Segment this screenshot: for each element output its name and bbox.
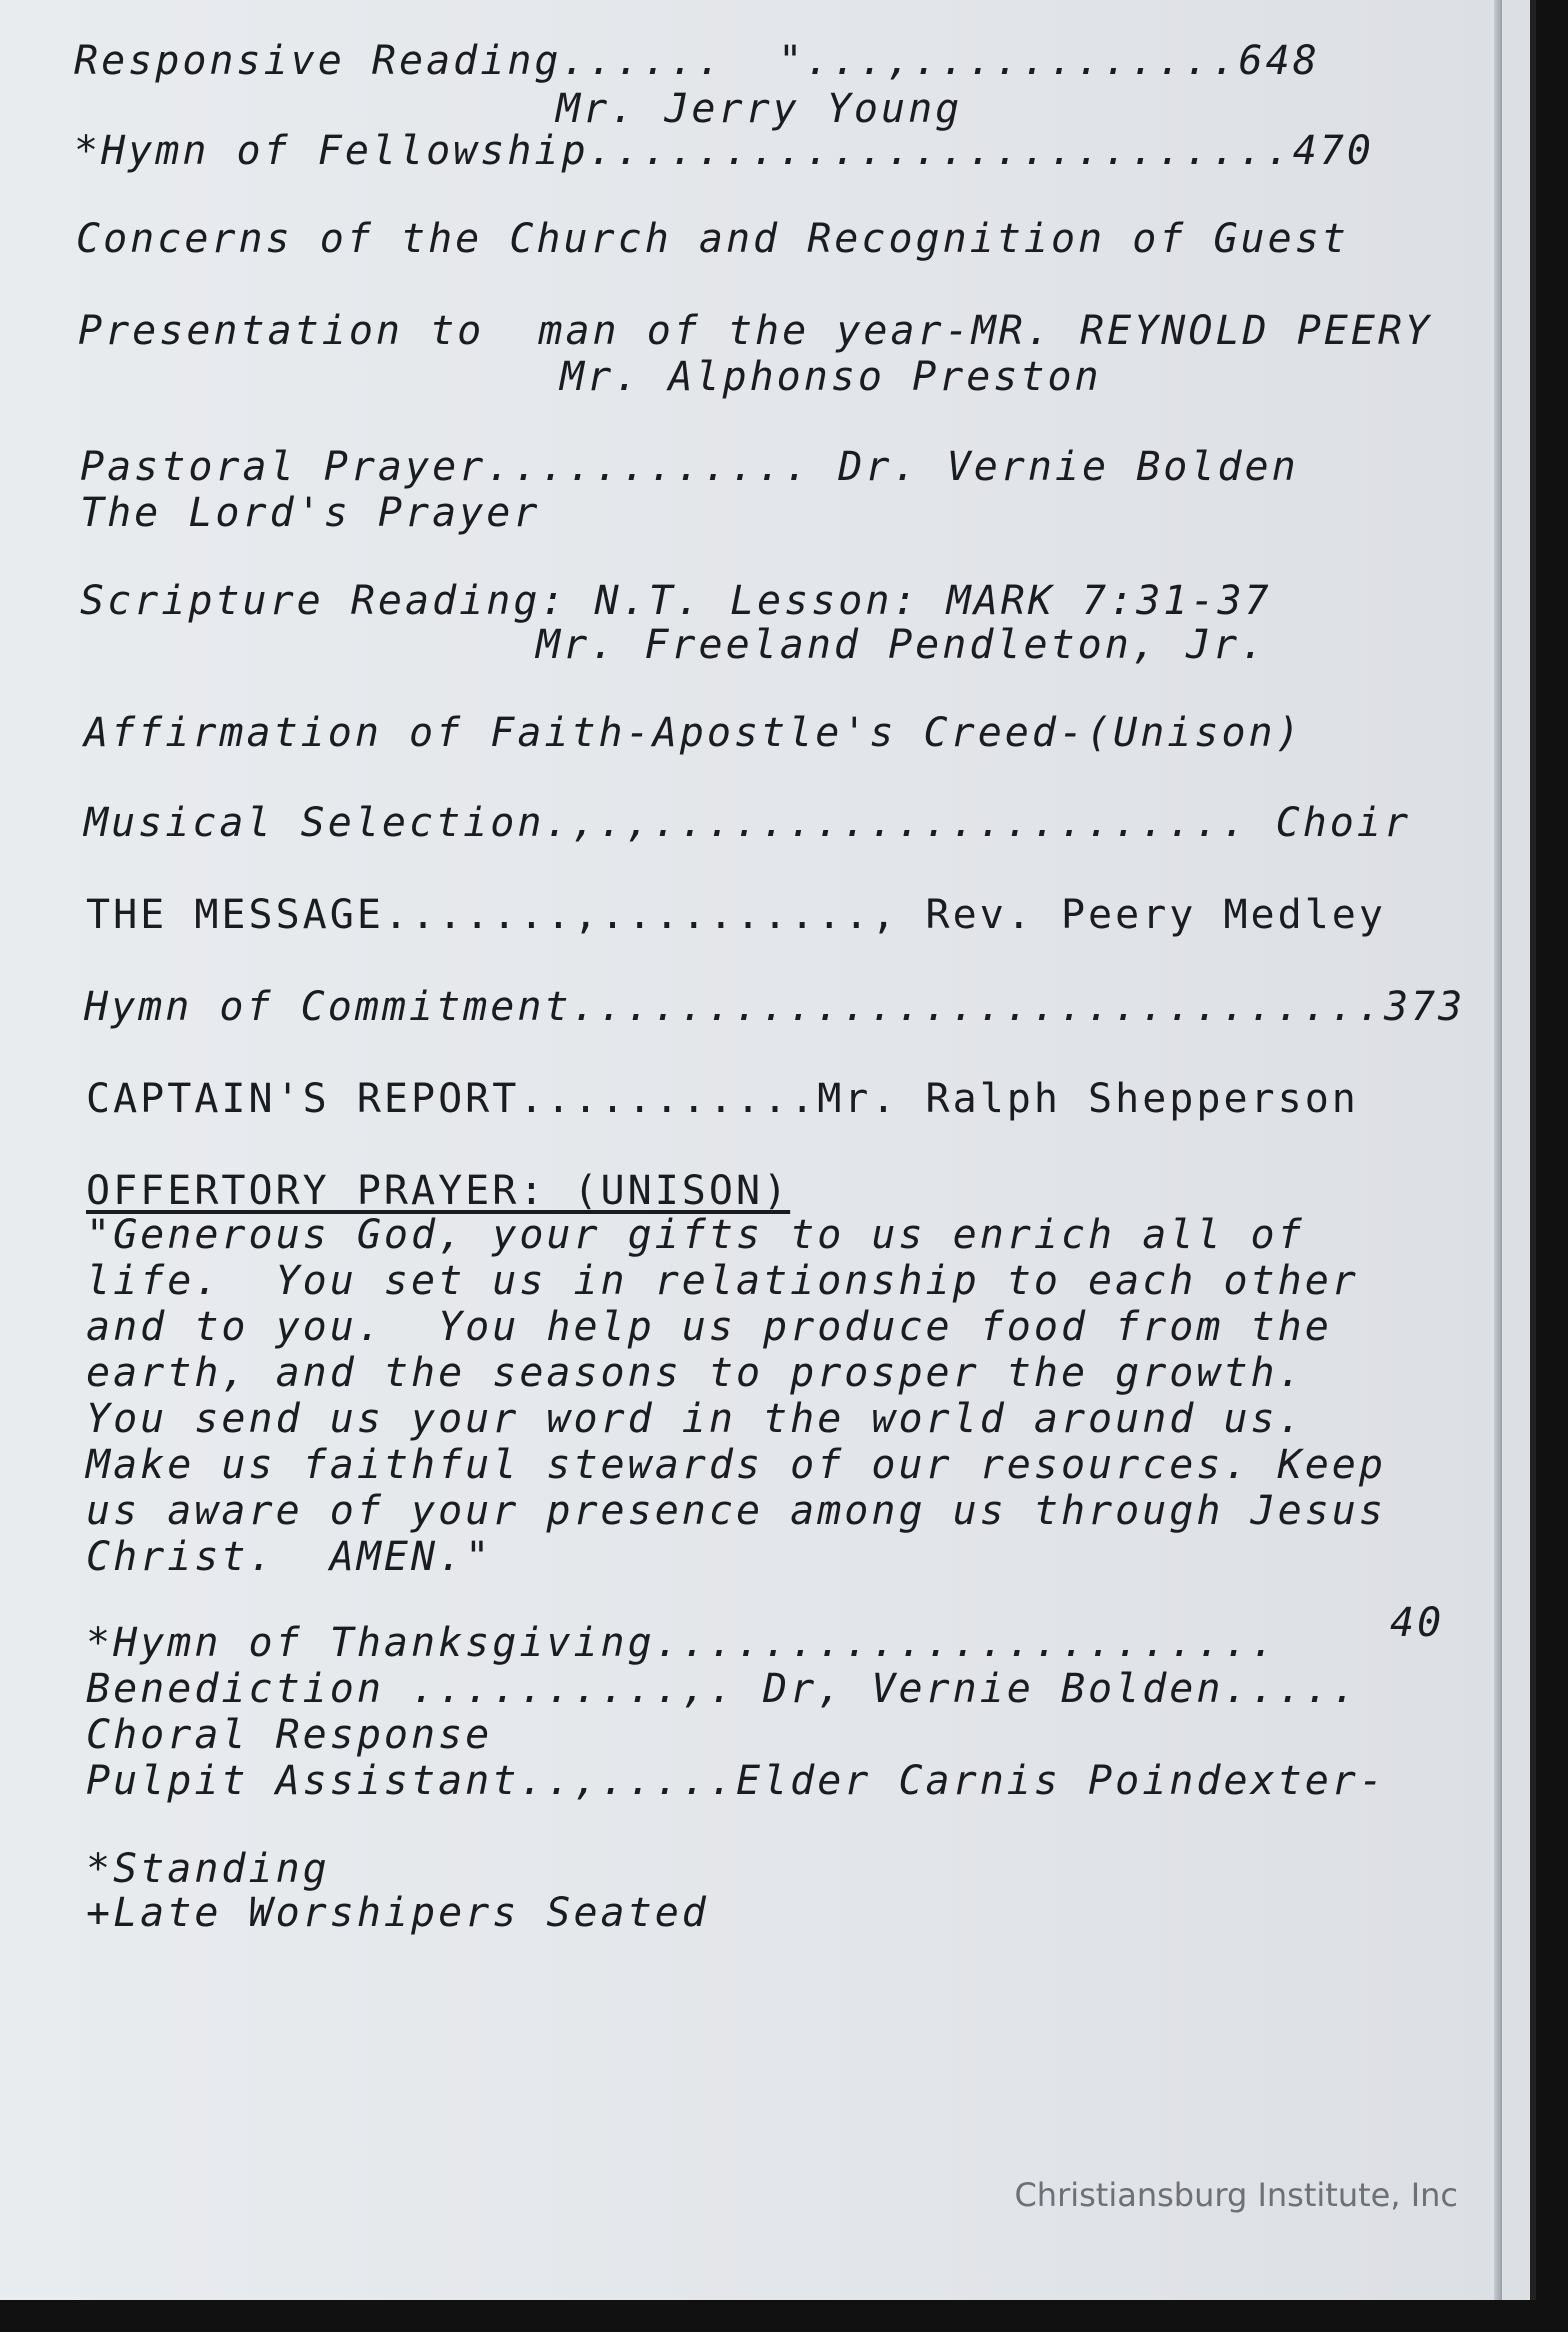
offertory-prayer-text-8: Christ. AMEN." [86,1534,493,1580]
affirmation-line: Affirmation of Faith-Apostle's Creed-(Unison) [84,710,1303,756]
lords-prayer-line: The Lord's Prayer [80,490,541,536]
offertory-prayer-text-4: earth, and the seasons to prosper the growth. [86,1350,1305,1396]
hymn-of-fellowship-line: *Hymn of Fellowship..........................470 [74,128,1374,174]
pulpit-assistant-line: Pulpit Assistant..,.....Elder Carnis Poindexter- [86,1758,1386,1804]
pastoral-prayer-line: Pastoral Prayer............ Dr. Vernie Bolden [80,444,1299,490]
scripture-reading-line: Scripture Reading: N.T. Lesson: MARK 7:31-37 [80,578,1272,624]
responsive-reading-leader: Mr. Jerry Young [556,86,963,132]
hymn-of-commitment-line: Hymn of Commitment..............................373 [84,984,1466,1030]
hymn-of-thanksgiving-number: 40 [1390,1600,1445,1646]
message-line: THE MESSAGE.......,.........., Rev. Peery Medley [86,892,1386,938]
presentation-presenter: Mr. Alphonso Preston [560,354,1102,400]
hymn-of-thanksgiving-line: *Hymn of Thanksgiving....................... [86,1620,1278,1666]
watermark: Christiansburg Institute, Inc [1014,2176,1458,2214]
standing-note: *Standing [86,1846,330,1892]
offertory-prayer-text-6: Make us faithful stewards of our resources. Keep [86,1442,1386,1488]
responsive-reading-line: Responsive Reading...... "...,............648 [74,38,1320,84]
benediction-line: Benediction ..........,. Dr, Vernie Bolden..... [86,1666,1359,1712]
choral-response-line: Choral Response [86,1712,493,1758]
offertory-prayer-text-1: "Generous God, your gifts to us enrich all of [86,1212,1305,1258]
offertory-prayer-heading: OFFERTORY PRAYER: (UNISON) [86,1168,791,1214]
scripture-reader: Mr. Freeland Pendleton, Jr. [536,622,1268,668]
concerns-line: Concerns of the Church and Recognition of Guest [76,216,1349,262]
late-worshipers-note: +Late Worshipers Seated [86,1890,709,1936]
offertory-prayer-text-2: life. You set us in relationship to each other [86,1258,1359,1304]
offertory-prayer-text-3: and to you. You help us produce food from the [86,1304,1332,1350]
offertory-prayer-text-5: You send us your word in the world around us. [86,1396,1305,1442]
captains-report-line: CAPTAIN'S REPORT...........Mr. Ralph Shepperson [86,1076,1359,1122]
offertory-prayer-text-7: us aware of your presence among us through Jesus [86,1488,1386,1534]
musical-selection-line: Musical Selection.,.,...................... Choir [84,800,1412,846]
presentation-line: Presentation to man of the year-MR. REYNOLD PEERY [78,308,1433,354]
